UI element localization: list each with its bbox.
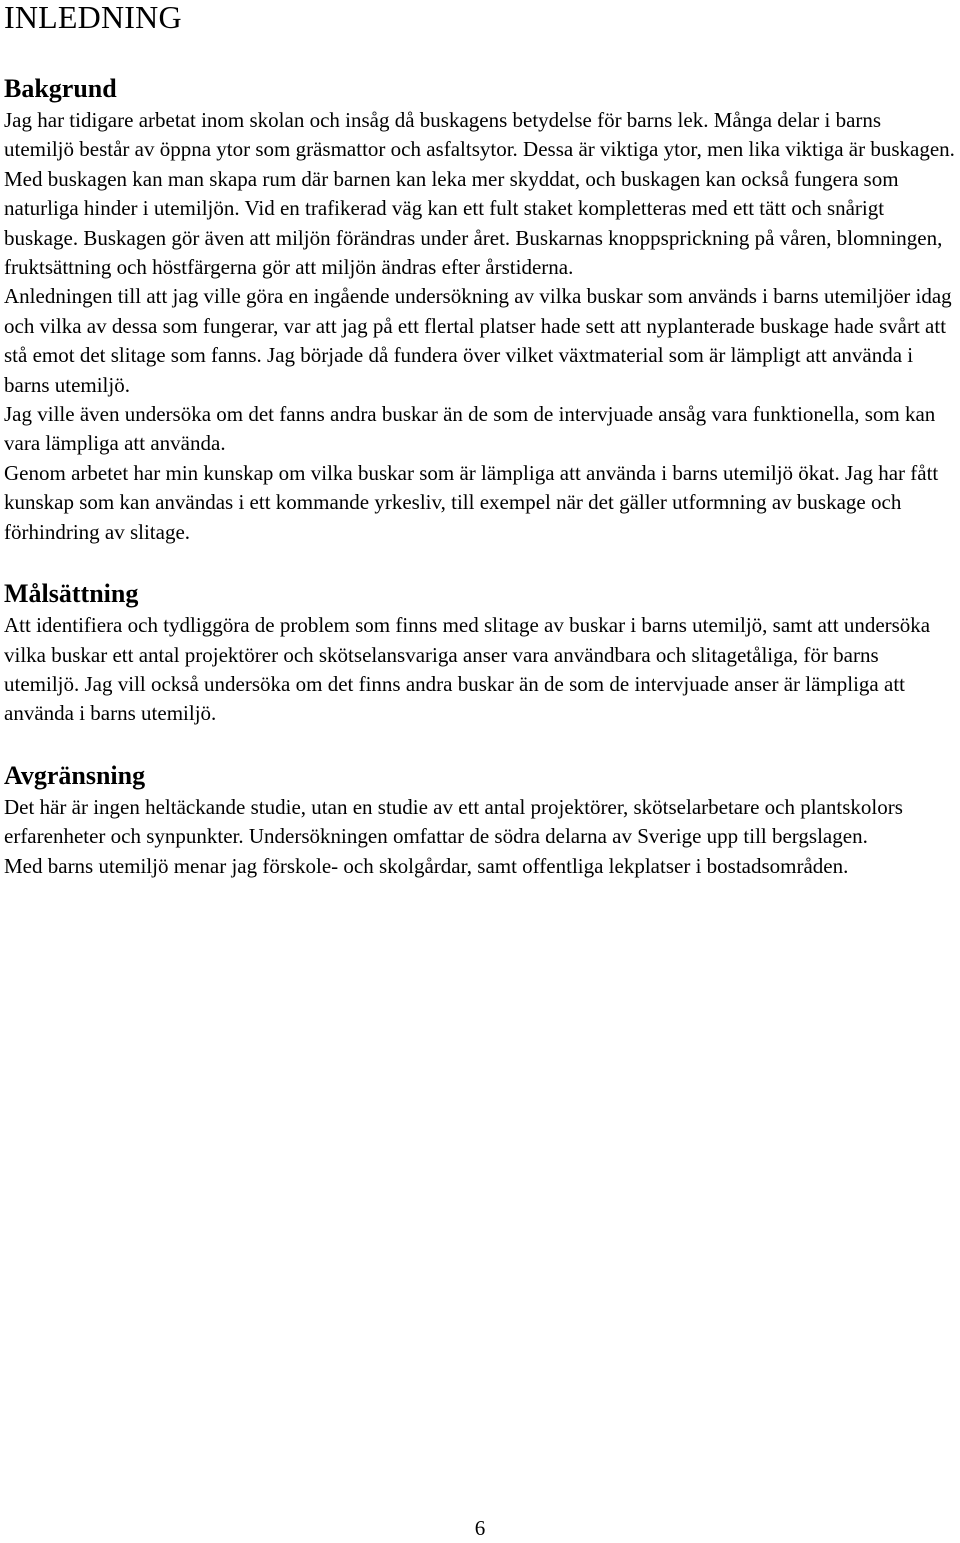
paragraph: Med barns utemiljö menar jag förskole- och skolgårdar, samt offentliga lekplatser i bostadsområden. (4, 853, 849, 878)
page-title: INLEDNING (4, 0, 182, 35)
section-heading-bakgrund: Bakgrund (4, 74, 117, 103)
document-page (4, 0, 956, 881)
section-bakgrund (4, 74, 956, 547)
paragraph: Det här är ingen heltäckande studie, utan en studie av ett antal projektörer, skötselarbetare och plantskolors erfarenheter och synpunkter. Undersökningen omfattar de södra delarna av Sverige upp till bergslagen. (4, 794, 903, 849)
paragraph: Anledningen till att jag ville göra en ingående undersökning av vilka buskar som används i barns utemiljöer idag och vilka av dessa som fungerar, var att jag på ett flertal platser hade sett att nyplanterade buskage hade svårt att stå emot det slitage som fanns. Jag började då fundera över vilket växtmaterial som är lämpligt att använda i barns utemiljö. (4, 284, 952, 397)
section-heading-avgransning: Avgränsning (4, 760, 146, 790)
paragraph: Genom arbetet har min kunskap om vilka buskar som är lämpliga att använda i barns utemiljö ökat. Jag har fått kunskap som kan användas i ett kommande yrkesliv, till exempel när det gäller utformning av buskage och förhindring av slitage. (4, 460, 939, 544)
paragraph: Jag ville även undersöka om det fanns andra buskar än de som de intervjuade ansåg vara funktionella, som kan vara lämpliga att använda. (4, 402, 936, 456)
section-malsattning (4, 579, 956, 729)
paragraph: Jag har tidigare arbetat inom skolan och insåg då buskagens betydelse för barns lek. Många delar i barns utemiljö består av öppna ytor som gräsmattor och asfaltsytor. Dessa är viktiga ytor, men lika viktiga är buskagen. Med buskagen kan man skapa rum där barnen kan leka mer skyddat, och buskagen kan också fungera som naturliga hinder i utemiljön. Vid en trafikerad väg kan ett fult staket kompletteras med ett tätt och snårigt buskage. Buskagen gör även att miljön förändras under året. Buskarnas knoppsprickning på våren, blomningen, fruktsättning och höstfärgerna gör att miljön ändras efter årstiderna. (4, 108, 955, 280)
section-heading-malsattning: Målsättning (4, 579, 139, 609)
page-number: 6 (474, 1516, 486, 1540)
section-avgransning (4, 761, 956, 881)
paragraph: Att identifiera och tydliggöra de problem som finns med slitage av buskar i barns utemiljö, samt att undersöka vilka buskar ett antal projektörer och skötselansvariga anser vara användbara och slitagetåliga, för barns utemiljö. Jag vill också undersöka om det finns andra buskar än de som de intervjuade anser är lämpliga att använda i barns utemiljö. (4, 613, 931, 726)
